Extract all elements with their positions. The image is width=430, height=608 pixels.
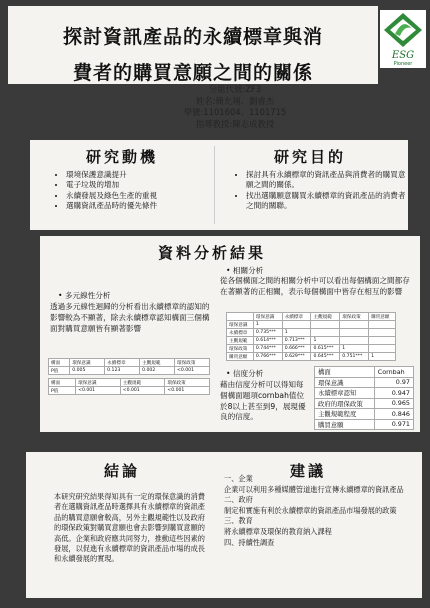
table-cell: 0.615*** — [311, 345, 340, 353]
table-cell: 主觀規範 — [140, 359, 175, 367]
table-cell: 0.744*** — [253, 345, 282, 353]
table-cell — [227, 313, 254, 321]
table-cell: 主觀規範 — [120, 379, 165, 387]
table-cell: 0.713*** — [282, 337, 311, 345]
list-item: 二、政府 — [224, 495, 253, 505]
table-cell: 永續標章認知 — [315, 388, 375, 399]
table-cell — [311, 321, 340, 329]
regression-text: 透過多元線性迴歸的分析看出永續標章的認知的影響較為不顯著，除去永續標章認知構面三個構面對購買意願皆有顯著影響 — [50, 302, 210, 333]
correlation-table — [226, 312, 396, 361]
reliability-heading: • 信度分析 — [226, 369, 264, 378]
correlation-heading-text: 相關分析 — [232, 266, 264, 275]
reliability-table — [314, 366, 414, 430]
table-cell: 主觀規範 — [311, 313, 340, 321]
table-cell: 0.846 — [374, 409, 413, 420]
table-cell: 0.002 — [140, 367, 175, 375]
table-cell: 環保政策 — [227, 345, 254, 353]
table-cell: 永續標章 — [282, 313, 311, 321]
table-cell: 0.751*** — [340, 353, 369, 361]
table-cell: <0.001 — [120, 387, 165, 395]
table-cell — [369, 321, 396, 329]
analysis-title: 資料分析結果 — [158, 244, 267, 262]
table-cell — [369, 345, 396, 353]
list-item: • 永續發展及綠色生產的重視 — [66, 191, 216, 201]
list-item: 制定和實施有利於永續標章的資訊產品市場發展的政策 — [224, 505, 397, 515]
table-cell: 構面 — [49, 359, 70, 367]
table-cell: 1 — [253, 321, 282, 329]
table-cell: 構面 — [49, 379, 76, 387]
table-cell — [340, 321, 369, 329]
list-item: • 找出選購願意購買永續標章的資訊產品的消費者之間的關聯。 — [246, 191, 406, 212]
list-item: • 環境保護意識提升 — [66, 170, 216, 180]
esg-logo — [380, 10, 426, 68]
list-item: 三、教育 — [224, 516, 253, 526]
table-cell: 環保政策 — [340, 313, 369, 321]
table-cell: 0.614*** — [253, 337, 282, 345]
table-cell: 環保政策 — [175, 359, 210, 367]
table-cell: 購買意願 — [315, 419, 375, 430]
table-cell: 構面 — [315, 367, 375, 378]
table-cell: 0.666*** — [282, 345, 311, 353]
table-cell — [369, 329, 396, 337]
table-cell — [369, 337, 396, 345]
table-cell: 主觀規範程度 — [315, 409, 375, 420]
table-cell: Cornbah — [374, 367, 413, 378]
student-ids: 學號:1101604、1101715 — [183, 107, 287, 117]
table-cell: 環保意識 — [70, 359, 105, 367]
table-cell: 環保意識 — [227, 321, 254, 329]
table-cell — [311, 329, 340, 337]
regression-heading-text: 多元線性分析 — [64, 291, 111, 300]
table-cell: <0.001 — [76, 387, 121, 395]
correlation-text: 從各個構面之間的相關分析中可以看出每個構面之間都存在著顯著的正相關，表示每個構面中皆存在相互的影響 — [220, 276, 410, 296]
table-cell: 0.947 — [374, 388, 413, 399]
title-banner — [8, 6, 378, 84]
conclusion-text: 本研究研究結果得知具有一定的環保意識的消費者在選購資訊產品時選擇具有永續標章的資訊產品的購買意願會較高，另外主觀規範性以及政府的環保政策對購買意願也會去影響到購買意願的高低。企業和政府應共同努力，推動這些因素的發展，以促進有永續標章的資訊產品市場的成長和永續發展的實現。 — [54, 492, 205, 564]
motivation-list — [56, 170, 216, 212]
table-cell: 1 — [340, 345, 369, 353]
purpose-list — [236, 170, 406, 212]
table-cell: 永續標章 — [227, 329, 254, 337]
table-cell: 0.645*** — [311, 353, 340, 361]
suggestion-title: 建議 — [290, 462, 327, 480]
logo-text: ESG — [391, 50, 415, 61]
list-item: 企業可以利用多種媒體管道進行宣傳永續標章的資訊產品 — [224, 484, 404, 494]
conclusion-title: 結論 — [104, 462, 141, 480]
table-cell: P值 — [49, 367, 70, 375]
table-cell: P值 — [49, 387, 76, 395]
table-cell — [340, 337, 369, 345]
table-cell: 永續標章 — [105, 359, 140, 367]
table-cell: <0.001 — [165, 387, 210, 395]
table-cell — [340, 329, 369, 337]
table-cell: 主觀規範 — [227, 337, 254, 345]
author-names: 姓名:簡允翔、劉睿杰 — [195, 95, 275, 106]
table-cell: 環保政策 — [165, 379, 210, 387]
reliability-text: 藉由信度分析可以得知每個構面題項cornbah值位於8以上甚至到9，展現優良的信度。 — [220, 380, 306, 422]
advisor: 指導教授:陳志成教授 — [195, 118, 275, 129]
poster-title-line2: 費者的購買意願之間的關係 — [72, 62, 313, 84]
purpose-title: 研究目的 — [274, 148, 347, 166]
table-cell: 0.971 — [374, 419, 413, 430]
table-cell: 環保意識 — [315, 377, 375, 388]
table-cell: 政府的環保政策 — [315, 398, 375, 409]
table-cell: 購買意願 — [369, 313, 396, 321]
table-cell: 0.766*** — [253, 353, 282, 361]
correlation-heading: • 相關分析 — [226, 266, 264, 275]
logo-subtext: Pioneer — [393, 61, 413, 67]
regression-heading: • 多元線性分析 — [58, 291, 111, 300]
table-cell: 0.965 — [374, 398, 413, 409]
table-cell: 1 — [311, 337, 340, 345]
table-cell: 0.123 — [105, 367, 140, 375]
reliability-heading-text: 信度分析 — [232, 369, 264, 378]
list-item: 四、持續性調查 — [224, 537, 275, 547]
table-cell: 環保意識 — [253, 313, 282, 321]
table-cell: 環保意識 — [76, 379, 121, 387]
table-cell: 0.97 — [374, 377, 413, 388]
table-cell: 1 — [282, 329, 311, 337]
motivation-title: 研究動機 — [86, 148, 159, 166]
list-item: 將永續標章及環保的教育納入課程 — [224, 526, 332, 536]
list-item: • 電子垃圾的增加 — [66, 180, 216, 190]
author-info — [165, 84, 305, 130]
poster-title-line1: 探討資訊產品的永續標章與消 — [62, 26, 323, 48]
list-item: 一、企業 — [224, 474, 253, 483]
table-cell: 0.735*** — [253, 329, 282, 337]
regression-table-2 — [48, 378, 210, 395]
list-item: • 選購資訊產品時的優先條件 — [66, 201, 216, 211]
table-cell: 購買意願 — [227, 353, 254, 361]
table-cell: 0.005 — [70, 367, 105, 375]
table-cell: 1 — [369, 353, 396, 361]
table-cell: <0.001 — [175, 367, 210, 375]
suggestion-list — [224, 474, 418, 548]
list-item: • 探討具有永續標章的資訊產品與消費者的購買意願之間的關係。 — [246, 170, 406, 191]
table-cell: 0.629*** — [282, 353, 311, 361]
table-cell — [282, 321, 311, 329]
group-code: 分組代號:ZF3 — [208, 84, 262, 94]
regression-table-1 — [48, 358, 210, 375]
